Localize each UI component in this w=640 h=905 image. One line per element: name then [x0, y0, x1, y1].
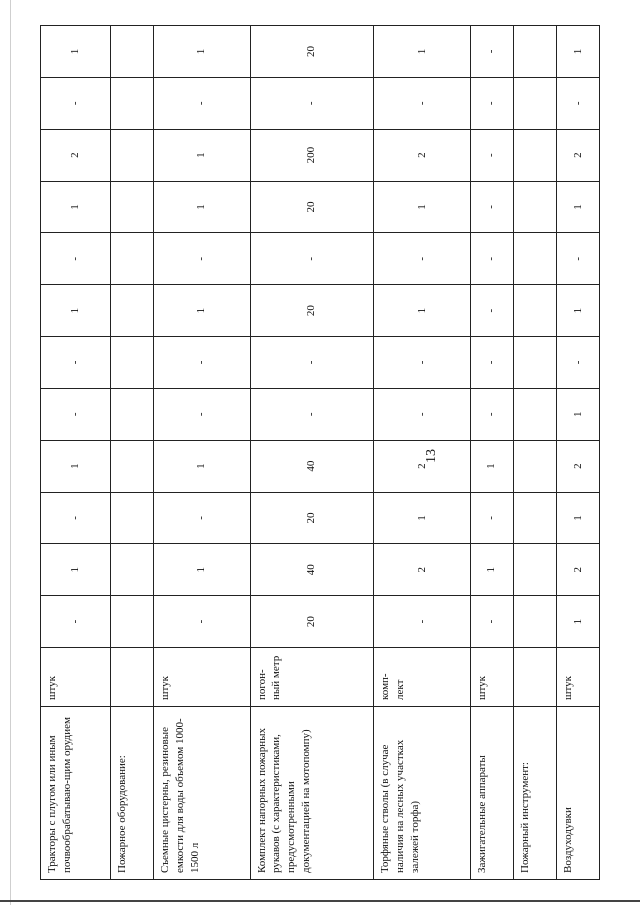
- row-value: [513, 440, 556, 492]
- row-value: -: [41, 337, 111, 389]
- row-value: 1: [41, 26, 111, 78]
- table-row: [41, 26, 111, 880]
- row-value: [110, 596, 153, 648]
- row-value: [513, 181, 556, 233]
- row-value: 1: [41, 544, 111, 596]
- row-value: 1: [374, 181, 471, 233]
- row-value: 20: [250, 26, 373, 78]
- row-value: 2: [556, 440, 599, 492]
- row-unit: штук: [153, 648, 250, 707]
- row-value: [110, 129, 153, 181]
- row-value: -: [470, 129, 513, 181]
- row-value: 1: [374, 492, 471, 544]
- table-row: [470, 26, 513, 880]
- row-unit: штук: [470, 648, 513, 707]
- row-name: Пожарный инструмент:: [513, 707, 556, 880]
- row-value: -: [41, 492, 111, 544]
- bottom-border-line: [0, 900, 640, 902]
- table-row: [513, 26, 556, 880]
- row-value: [513, 233, 556, 285]
- row-value: -: [41, 388, 111, 440]
- row-value: 1: [470, 544, 513, 596]
- row-value: [513, 129, 556, 181]
- table-row: [556, 26, 599, 880]
- row-value: 200: [250, 129, 373, 181]
- row-value: [110, 544, 153, 596]
- row-unit: штук: [41, 648, 111, 707]
- table-row: [374, 26, 471, 880]
- row-value: [110, 233, 153, 285]
- row-value: 1: [41, 181, 111, 233]
- row-value: [110, 440, 153, 492]
- row-value: [513, 596, 556, 648]
- row-value: -: [250, 388, 373, 440]
- row-unit: комп-лект: [374, 648, 471, 707]
- row-value: [110, 26, 153, 78]
- row-value: [513, 77, 556, 129]
- row-value: 1: [556, 285, 599, 337]
- row-value: 1: [153, 285, 250, 337]
- scan-edge-line: [10, 0, 11, 905]
- row-value: [110, 181, 153, 233]
- row-value: 1: [556, 181, 599, 233]
- row-value: -: [153, 492, 250, 544]
- row-value: 40: [250, 544, 373, 596]
- row-value: -: [374, 77, 471, 129]
- row-value: 20: [250, 285, 373, 337]
- row-value: -: [41, 596, 111, 648]
- row-value: 1: [41, 285, 111, 337]
- row-value: -: [470, 77, 513, 129]
- row-value: [513, 388, 556, 440]
- table-row: [153, 26, 250, 880]
- row-value: -: [374, 233, 471, 285]
- row-value: 1: [556, 388, 599, 440]
- table-row: [250, 26, 373, 880]
- row-value: -: [41, 233, 111, 285]
- row-value: [110, 388, 153, 440]
- row-value: -: [470, 285, 513, 337]
- row-value: -: [556, 337, 599, 389]
- row-name: Зажигательные аппараты: [470, 707, 513, 880]
- row-name: Пожарное оборудование:: [110, 707, 153, 880]
- row-unit: погон-ный метр: [250, 648, 373, 707]
- row-value: -: [374, 337, 471, 389]
- row-unit: штук: [556, 648, 599, 707]
- row-value: -: [250, 337, 373, 389]
- row-value: -: [250, 233, 373, 285]
- row-value: 20: [250, 492, 373, 544]
- row-value: [110, 285, 153, 337]
- row-value: 40: [250, 440, 373, 492]
- row-value: 1: [153, 440, 250, 492]
- row-value: 1: [556, 26, 599, 78]
- row-value: -: [250, 77, 373, 129]
- row-value: 1: [556, 492, 599, 544]
- row-value: 2: [41, 129, 111, 181]
- row-value: -: [470, 388, 513, 440]
- row-value: 1: [556, 596, 599, 648]
- row-value: 1: [41, 440, 111, 492]
- row-value: -: [556, 77, 599, 129]
- row-value: -: [153, 337, 250, 389]
- row-value: -: [153, 77, 250, 129]
- row-value: -: [153, 233, 250, 285]
- row-value: -: [41, 77, 111, 129]
- row-name: Торфяные стволы (в случае наличия на лесных участках залежей торфа): [374, 707, 471, 880]
- row-name: Воздуходувки: [556, 707, 599, 880]
- equipment-table: [40, 25, 600, 880]
- row-value: [110, 337, 153, 389]
- row-value: -: [153, 388, 250, 440]
- row-value: 2: [556, 129, 599, 181]
- row-value: -: [470, 26, 513, 78]
- page-number: 13: [424, 449, 439, 463]
- row-value: 1: [374, 26, 471, 78]
- table-row: [110, 26, 153, 880]
- row-name: Тракторы с плугом или иным почвообрабатываю-щим орудием: [41, 707, 111, 880]
- row-value: [513, 492, 556, 544]
- row-name: Съемные цистерны, резиновые емкости для воды объемом 1000-1500 л: [153, 707, 250, 880]
- row-value: 1: [153, 544, 250, 596]
- row-value: -: [470, 596, 513, 648]
- row-unit: [110, 648, 153, 707]
- rotated-table-container: [40, 25, 600, 880]
- row-value: 1: [374, 285, 471, 337]
- row-value: 2: [374, 129, 471, 181]
- row-value: 1: [153, 26, 250, 78]
- row-value: 2: [374, 544, 471, 596]
- row-value: -: [470, 233, 513, 285]
- row-value: 1: [470, 440, 513, 492]
- row-value: -: [374, 388, 471, 440]
- row-value: [513, 337, 556, 389]
- row-value: 1: [153, 129, 250, 181]
- row-value: [110, 77, 153, 129]
- row-value: 2: [556, 544, 599, 596]
- row-value: -: [374, 596, 471, 648]
- row-value: 20: [250, 596, 373, 648]
- row-value: -: [556, 233, 599, 285]
- row-value: 20: [250, 181, 373, 233]
- row-value: -: [470, 337, 513, 389]
- row-name: Комплект напорных пожарных рукавов (с характеристиками, предусмотренными документацией на мотопомпу): [250, 707, 373, 880]
- row-value: [513, 26, 556, 78]
- row-value: [513, 544, 556, 596]
- row-value: [513, 285, 556, 337]
- row-value: 1: [153, 181, 250, 233]
- row-value: 2: [374, 440, 471, 492]
- row-value: -: [470, 181, 513, 233]
- row-unit: [513, 648, 556, 707]
- row-value: -: [153, 596, 250, 648]
- row-value: [110, 492, 153, 544]
- row-value: -: [470, 492, 513, 544]
